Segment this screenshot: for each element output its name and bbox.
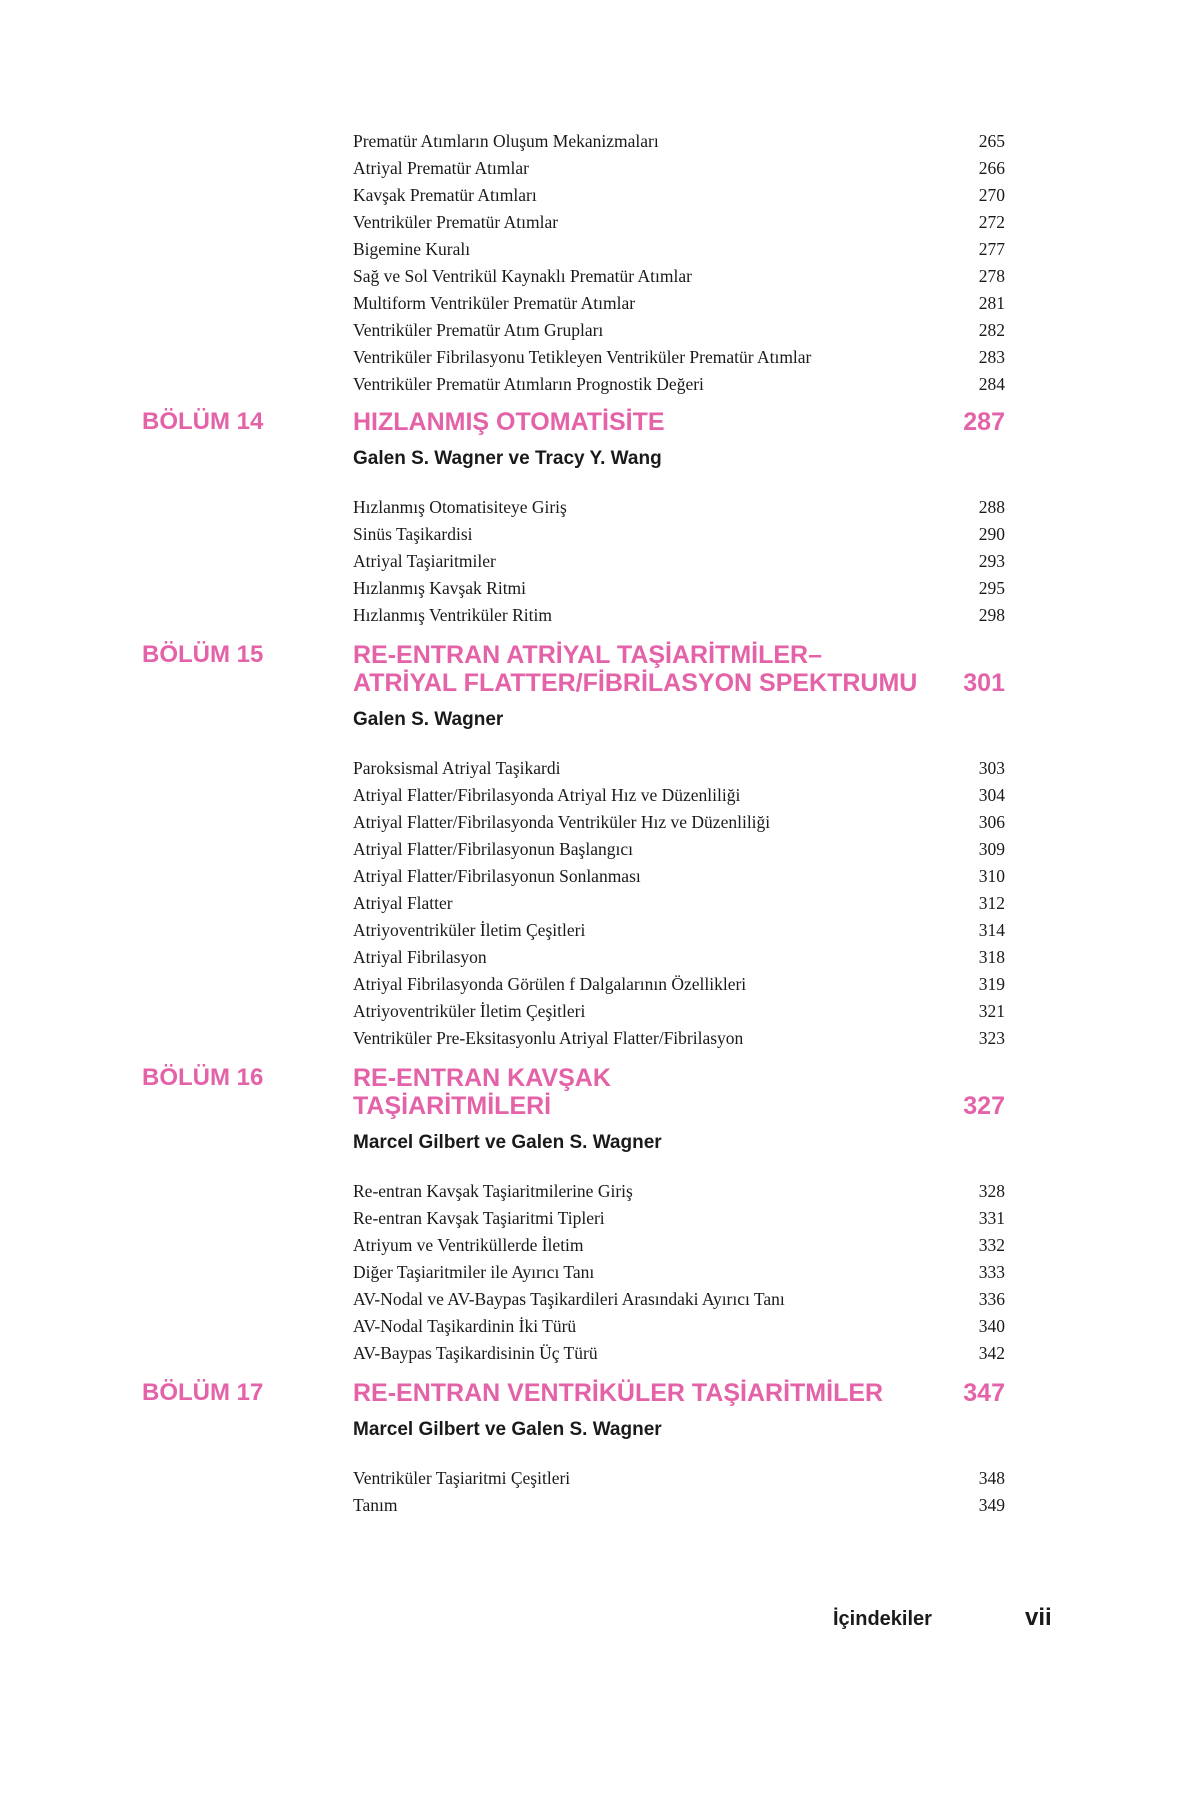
toc-entry-title: Atriyoventriküler İletim Çeşitleri bbox=[353, 920, 586, 940]
toc-entry bbox=[353, 236, 1005, 263]
toc-entry bbox=[353, 1025, 1005, 1052]
toc-entry-title: Ventriküler Fibrilasyonu Tetikleyen Ventriküler Prematür Atımlar bbox=[353, 347, 812, 367]
toc-entry bbox=[353, 182, 1005, 209]
chapter-label: BÖLÜM 16 bbox=[142, 1064, 264, 1091]
toc-entry bbox=[353, 1465, 1005, 1492]
chapter-page: 327 bbox=[963, 1092, 1005, 1120]
toc-entry bbox=[353, 971, 1005, 998]
toc-entry-page: 342 bbox=[978, 1343, 1005, 1363]
chapter-title: RE-ENTRAN VENTRİKÜLER TAŞİARİTMİLER bbox=[353, 1379, 884, 1407]
toc-entry-page: 336 bbox=[978, 1289, 1005, 1309]
toc-entry-page: 281 bbox=[978, 293, 1005, 313]
toc-entry-page: 277 bbox=[978, 239, 1005, 259]
toc-entry bbox=[353, 998, 1005, 1025]
chapter-label: BÖLÜM 15 bbox=[142, 641, 264, 668]
toc-entry-page: 272 bbox=[978, 212, 1005, 232]
toc-entry-page: 309 bbox=[978, 839, 1005, 859]
toc-entry-page: 314 bbox=[978, 920, 1005, 940]
toc-entry-page: 282 bbox=[978, 320, 1005, 340]
toc-entry-title: Atriyal Flatter/Fibrilasyonun Başlangıcı bbox=[353, 839, 633, 859]
toc-entry bbox=[353, 782, 1005, 809]
toc-entry-page: 349 bbox=[978, 1495, 1005, 1515]
toc-entry bbox=[353, 755, 1005, 782]
toc-entry-page: 318 bbox=[978, 947, 1005, 967]
toc-entry-page: 290 bbox=[978, 524, 1005, 544]
toc-entry bbox=[353, 836, 1005, 863]
toc-entry-page: 295 bbox=[978, 578, 1005, 598]
toc-entry-page: 278 bbox=[978, 266, 1005, 286]
toc-entry-title: Re-entran Kavşak Taşiaritmilerine Giriş bbox=[353, 1181, 633, 1201]
toc-entry-title: Sağ ve Sol Ventrikül Kaynaklı Prematür Atımlar bbox=[353, 266, 692, 286]
running-footer-label: İçindekiler bbox=[833, 1608, 932, 1630]
toc-entry-page: 284 bbox=[978, 374, 1005, 394]
toc-entry-title: Atriyal Prematür Atımlar bbox=[353, 158, 529, 178]
chapter-title-line-1: RE-ENTRAN KAVŞAK bbox=[353, 1064, 611, 1092]
toc-entry-title: Atriyal Fibrilasyon bbox=[353, 947, 487, 967]
toc-entry-title: AV-Nodal Taşikardinin İki Türü bbox=[353, 1316, 577, 1336]
toc-entry bbox=[353, 1259, 1005, 1286]
toc-entry-title: Hızlanmış Ventriküler Ritim bbox=[353, 605, 552, 625]
toc-entry-page: 321 bbox=[978, 1001, 1005, 1021]
toc-entry-title: Atriyal Flatter/Fibrilasyonun Sonlanması bbox=[353, 866, 641, 886]
toc-entry-title: Prematür Atımların Oluşum Mekanizmaları bbox=[353, 131, 659, 151]
toc-entry-page: 319 bbox=[978, 974, 1005, 994]
toc-entry-title: Hızlanmış Kavşak Ritmi bbox=[353, 578, 527, 598]
chapter-page: 347 bbox=[963, 1379, 1005, 1407]
toc-entry-page: 270 bbox=[978, 185, 1005, 205]
toc-entry bbox=[353, 371, 1005, 398]
toc-entry bbox=[353, 263, 1005, 290]
toc-entry bbox=[353, 344, 1005, 371]
toc-entry-page: 340 bbox=[978, 1316, 1005, 1336]
toc-entry bbox=[353, 1205, 1005, 1232]
chapter-authors: Marcel Gilbert ve Galen S. Wagner bbox=[353, 1419, 662, 1440]
toc-entry bbox=[353, 290, 1005, 317]
chapter-page: 287 bbox=[963, 408, 1005, 436]
toc-entry bbox=[353, 944, 1005, 971]
toc-entry-title: Atriyum ve Ventriküllerde İletim bbox=[353, 1235, 584, 1255]
chapter-title-line-2: TAŞİARİTMİLERİ bbox=[353, 1092, 552, 1120]
toc-entry bbox=[353, 1286, 1005, 1313]
toc-entry-page: 306 bbox=[978, 812, 1005, 832]
toc-entry-title: Atriyoventriküler İletim Çeşitleri bbox=[353, 1001, 586, 1021]
toc-entry bbox=[353, 1313, 1005, 1340]
toc-entry-page: 283 bbox=[978, 347, 1005, 367]
toc-entry-page: 293 bbox=[978, 551, 1005, 571]
toc-entry bbox=[353, 1232, 1005, 1259]
toc-entry bbox=[353, 548, 1005, 575]
toc-entry bbox=[353, 209, 1005, 236]
toc-entry-title: Paroksismal Atriyal Taşikardi bbox=[353, 758, 561, 778]
toc-entry-page: 328 bbox=[978, 1181, 1005, 1201]
toc-entry bbox=[353, 575, 1005, 602]
toc-entry-title: Re-entran Kavşak Taşiaritmi Tipleri bbox=[353, 1208, 605, 1228]
toc-entry-page: 331 bbox=[978, 1208, 1005, 1228]
toc-entry-page: 298 bbox=[978, 605, 1005, 625]
chapter-title-line-1: RE-ENTRAN ATRİYAL TAŞİARİTMİLER– bbox=[353, 641, 822, 669]
toc-entry-page: 266 bbox=[978, 158, 1005, 178]
toc-entry-title: Atriyal Flatter/Fibrilasyonda Ventriküler Hız ve Düzenliliği bbox=[353, 812, 771, 832]
toc-entry bbox=[353, 1178, 1005, 1205]
toc-entry-title: Atriyal Flatter/Fibrilasyonda Atriyal Hız ve Düzenliliği bbox=[353, 785, 741, 805]
toc-entry-page: 312 bbox=[978, 893, 1005, 913]
toc-entry bbox=[353, 1340, 1005, 1367]
chapter-authors: Galen S. Wagner ve Tracy Y. Wang bbox=[353, 448, 662, 469]
toc-entry-page: 304 bbox=[978, 785, 1005, 805]
toc-entry-title: Multiform Ventriküler Prematür Atımlar bbox=[353, 293, 636, 313]
chapter-authors: Galen S. Wagner bbox=[353, 709, 504, 730]
toc-entry bbox=[353, 863, 1005, 890]
toc-entry-title: Atriyal Flatter bbox=[353, 893, 453, 913]
toc-entry-page: 323 bbox=[978, 1028, 1005, 1048]
toc-entry bbox=[353, 521, 1005, 548]
toc-entry-title: Diğer Taşiaritmiler ile Ayırıcı Tanı bbox=[353, 1262, 595, 1282]
toc-entry-title: Ventriküler Prematür Atımların Prognostik Değeri bbox=[353, 374, 704, 394]
toc-entry-title: Atriyal Fibrilasyonda Görülen f Dalgalarının Özellikleri bbox=[353, 974, 747, 994]
toc-entry-title: AV-Nodal ve AV-Baypas Taşikardileri Arasındaki Ayırıcı Tanı bbox=[353, 1289, 785, 1309]
toc-entry-page: 310 bbox=[978, 866, 1005, 886]
toc-entry bbox=[353, 155, 1005, 182]
toc-entry bbox=[353, 809, 1005, 836]
toc-entry bbox=[353, 890, 1005, 917]
toc-entry-title: Ventriküler Prematür Atım Grupları bbox=[353, 320, 604, 340]
toc-entry bbox=[353, 494, 1005, 521]
toc-entry-title: Ventriküler Pre-Eksitasyonlu Atriyal Flatter/Fibrilasyon bbox=[353, 1028, 744, 1048]
toc-entry-page: 333 bbox=[978, 1262, 1005, 1282]
toc-entry bbox=[353, 317, 1005, 344]
toc-entry bbox=[353, 602, 1005, 629]
toc-entry-page: 265 bbox=[978, 131, 1005, 151]
toc-entry bbox=[353, 917, 1005, 944]
toc-entry-page: 303 bbox=[978, 758, 1005, 778]
chapter-title: HIZLANMIŞ OTOMATİSİTE bbox=[353, 408, 665, 436]
toc-entry-title: Bigemine Kuralı bbox=[353, 239, 471, 259]
toc-entry bbox=[353, 1492, 1005, 1519]
toc-entry-page: 332 bbox=[978, 1235, 1005, 1255]
page-number: vii bbox=[1025, 1604, 1052, 1631]
toc-entry-title: Hızlanmış Otomatisiteye Giriş bbox=[353, 497, 567, 517]
toc-entry-title: Ventriküler Taşiaritmi Çeşitleri bbox=[353, 1468, 571, 1488]
chapter-title-line-2: ATRİYAL FLATTER/FİBRİLASYON SPEKTRUMU bbox=[353, 669, 918, 697]
toc-entry-title: Kavşak Prematür Atımları bbox=[353, 185, 537, 205]
toc-entry-title: Sinüs Taşikardisi bbox=[353, 524, 473, 544]
chapter-page: 301 bbox=[963, 669, 1005, 697]
chapter-label: BÖLÜM 17 bbox=[142, 1379, 264, 1406]
toc-entry-page: 288 bbox=[978, 497, 1005, 517]
toc-entry-title: Tanım bbox=[353, 1495, 398, 1515]
chapter-authors: Marcel Gilbert ve Galen S. Wagner bbox=[353, 1132, 662, 1153]
toc-entry-title: Ventriküler Prematür Atımlar bbox=[353, 212, 559, 232]
chapter-label: BÖLÜM 14 bbox=[142, 408, 264, 435]
toc-entry-page: 348 bbox=[978, 1468, 1005, 1488]
toc-entry-title: AV-Baypas Taşikardisinin Üç Türü bbox=[353, 1343, 598, 1363]
toc-entry-title: Atriyal Taşiaritmiler bbox=[353, 551, 496, 571]
toc-entry bbox=[353, 128, 1005, 155]
